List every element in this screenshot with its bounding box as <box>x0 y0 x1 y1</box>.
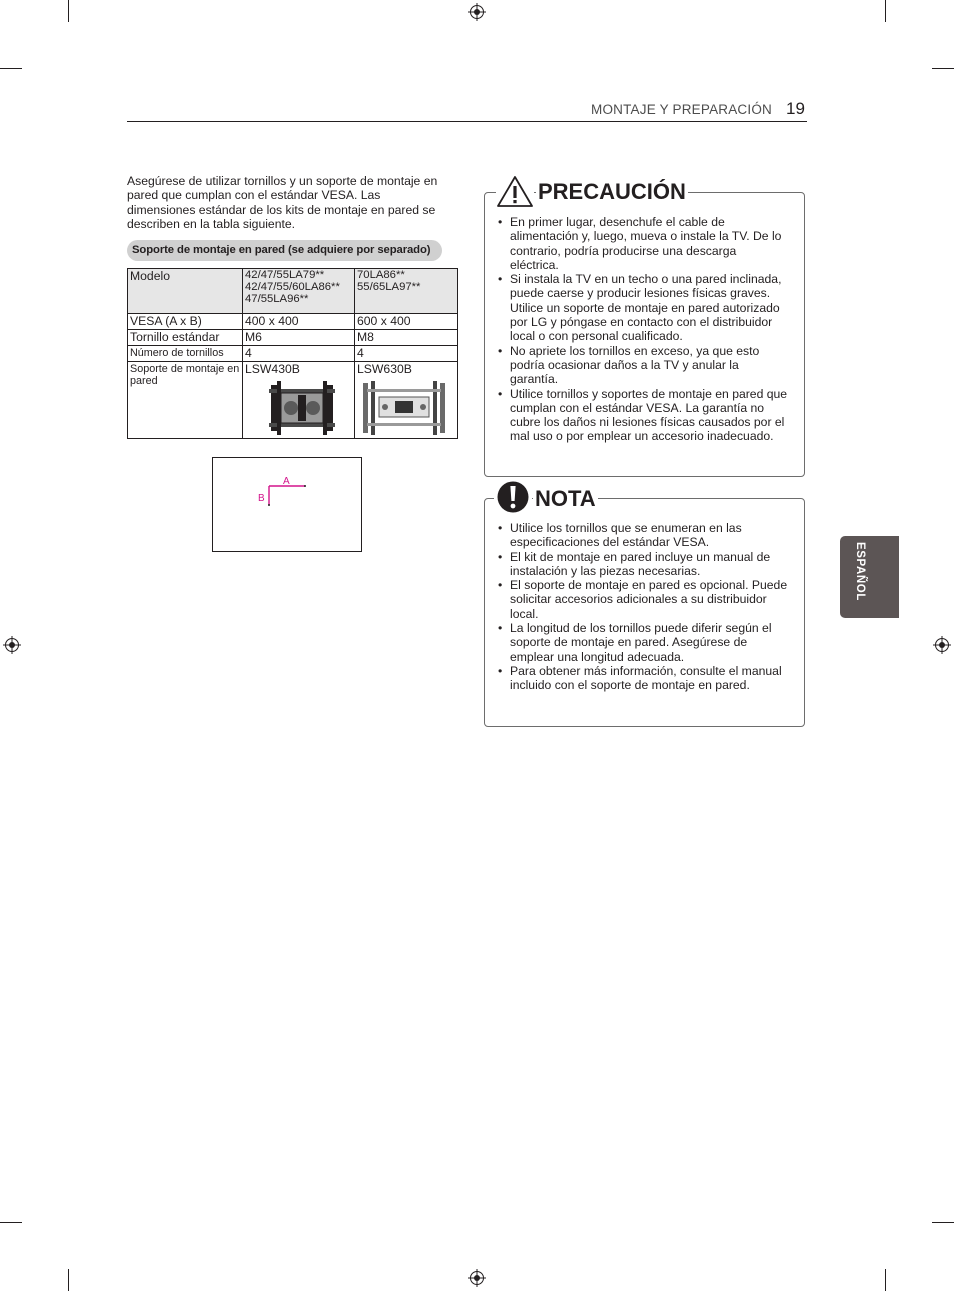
table-row <box>128 362 458 439</box>
warning-triangle-icon <box>496 175 534 208</box>
list-item: • En primer lugar, desenchufe el cable de alimentación y, luego, mueva o instale la TV. De lo contrario, podría producirse una descarga eléctrica. <box>498 215 788 272</box>
list-item: • La longitud de los tornillos puede diferir según el soporte de montaje en pared. Asegúrese de emplear una longitud adecuada. <box>498 621 788 664</box>
table-caption: Soporte de montaje en pared (se adquiere por separado) <box>127 240 442 261</box>
wall-bracket-icon <box>361 379 447 437</box>
crop-mark <box>885 1269 886 1291</box>
row-label-screw: Tornillo estándar <box>128 330 243 346</box>
header-rule <box>127 121 807 122</box>
row-label-bracket: Soporte de montaje en pared <box>128 362 243 439</box>
language-tab-label: ESPAÑOL <box>854 542 866 601</box>
list-item: • El soporte de montaje en pared es opcional. Puede solicitar accesorios adicionales a su distribuidor local. <box>498 578 788 621</box>
model-cell: 70LA86** 55/65LA97** <box>355 269 458 314</box>
language-tab <box>840 536 899 618</box>
screw-count-cell: 4 <box>355 346 458 362</box>
crop-mark <box>885 0 886 22</box>
bracket-cell <box>355 362 458 439</box>
row-label-vesa: VESA (A x B) <box>128 314 243 330</box>
bracket-model: LSW430B <box>245 362 300 376</box>
registration-mark-icon <box>468 3 486 21</box>
wall-bracket-icon <box>267 379 337 437</box>
screw-cell: M6 <box>243 330 355 346</box>
table-row <box>128 314 458 330</box>
list-item: • Utilice tornillos y soportes de montaje en pared que cumplan con el estándar VESA. La garantía no cubre los daños ni lesiones físicas causados por el mal uso o por emplear un accesorio inadecuado. <box>498 387 788 444</box>
registration-mark-icon <box>933 636 951 654</box>
caution-box <box>484 192 805 477</box>
bracket-model: LSW630B <box>357 362 412 376</box>
table-row <box>128 346 458 362</box>
row-label-model: Modelo <box>128 269 243 314</box>
table-row <box>128 330 458 346</box>
page-number: 19 <box>786 99 805 118</box>
vesa-diagram <box>212 457 362 552</box>
list-item: • Si instala la TV en un techo o una pared inclinada, puede caerse y producir lesiones físicas graves. Utilice un soporte de montaje en pared autorizado por LG y póngase en contacto con el distribuidor local o con personal cualificado. <box>498 272 788 343</box>
crop-mark <box>0 1222 22 1223</box>
row-label-screw-count: Número de tornillos <box>128 346 243 362</box>
note-title: NOTA <box>535 486 596 511</box>
model-cell: 42/47/55LA79** 42/47/55/60LA86** 47/55LA96** <box>243 269 355 314</box>
crop-mark <box>0 68 22 69</box>
list-item: • No apriete los tornillos en exceso, ya que esto podría ocasionar daños a la TV y anular la garantía. <box>498 344 788 387</box>
vesa-dimension-graphic <box>213 458 361 551</box>
table-row <box>128 269 458 314</box>
vesa-cell: 600 x 400 <box>355 314 458 330</box>
list-item: • Utilice los tornillos que se enumeran en las especificaciones del estándar VESA. <box>498 521 788 550</box>
registration-mark-icon <box>468 1269 486 1287</box>
vesa-label-b: B <box>258 493 265 504</box>
crop-mark <box>68 1269 69 1291</box>
registration-mark-icon <box>3 636 21 654</box>
list-item: • Para obtener más información, consulte el manual incluido con el soporte de montaje en pared. <box>498 664 788 693</box>
list-item: • El kit de montaje en pared incluye un manual de instalación y las piezas necesarias. <box>498 550 788 579</box>
crop-mark <box>932 68 954 69</box>
crop-mark <box>68 0 69 22</box>
exclamation-circle-icon <box>494 480 532 514</box>
screw-cell: M8 <box>355 330 458 346</box>
bracket-cell <box>243 362 355 439</box>
spec-table <box>127 268 458 439</box>
crop-mark <box>932 1222 954 1223</box>
vesa-cell: 400 x 400 <box>243 314 355 330</box>
note-box <box>484 498 805 727</box>
intro-paragraph: Asegúrese de utilizar tornillos y un soporte de montaje en pared que cumplan con el estándar VESA. Las dimensiones estándar de los kits de montaje en pared se describen en la tabla siguiente. <box>127 174 438 232</box>
caution-title: PRECAUCIÓN <box>538 179 686 204</box>
screw-count-cell: 4 <box>243 346 355 362</box>
vesa-label-a: A <box>283 476 290 487</box>
section-title: MONTAJE Y PREPARACIÓN <box>591 102 772 117</box>
